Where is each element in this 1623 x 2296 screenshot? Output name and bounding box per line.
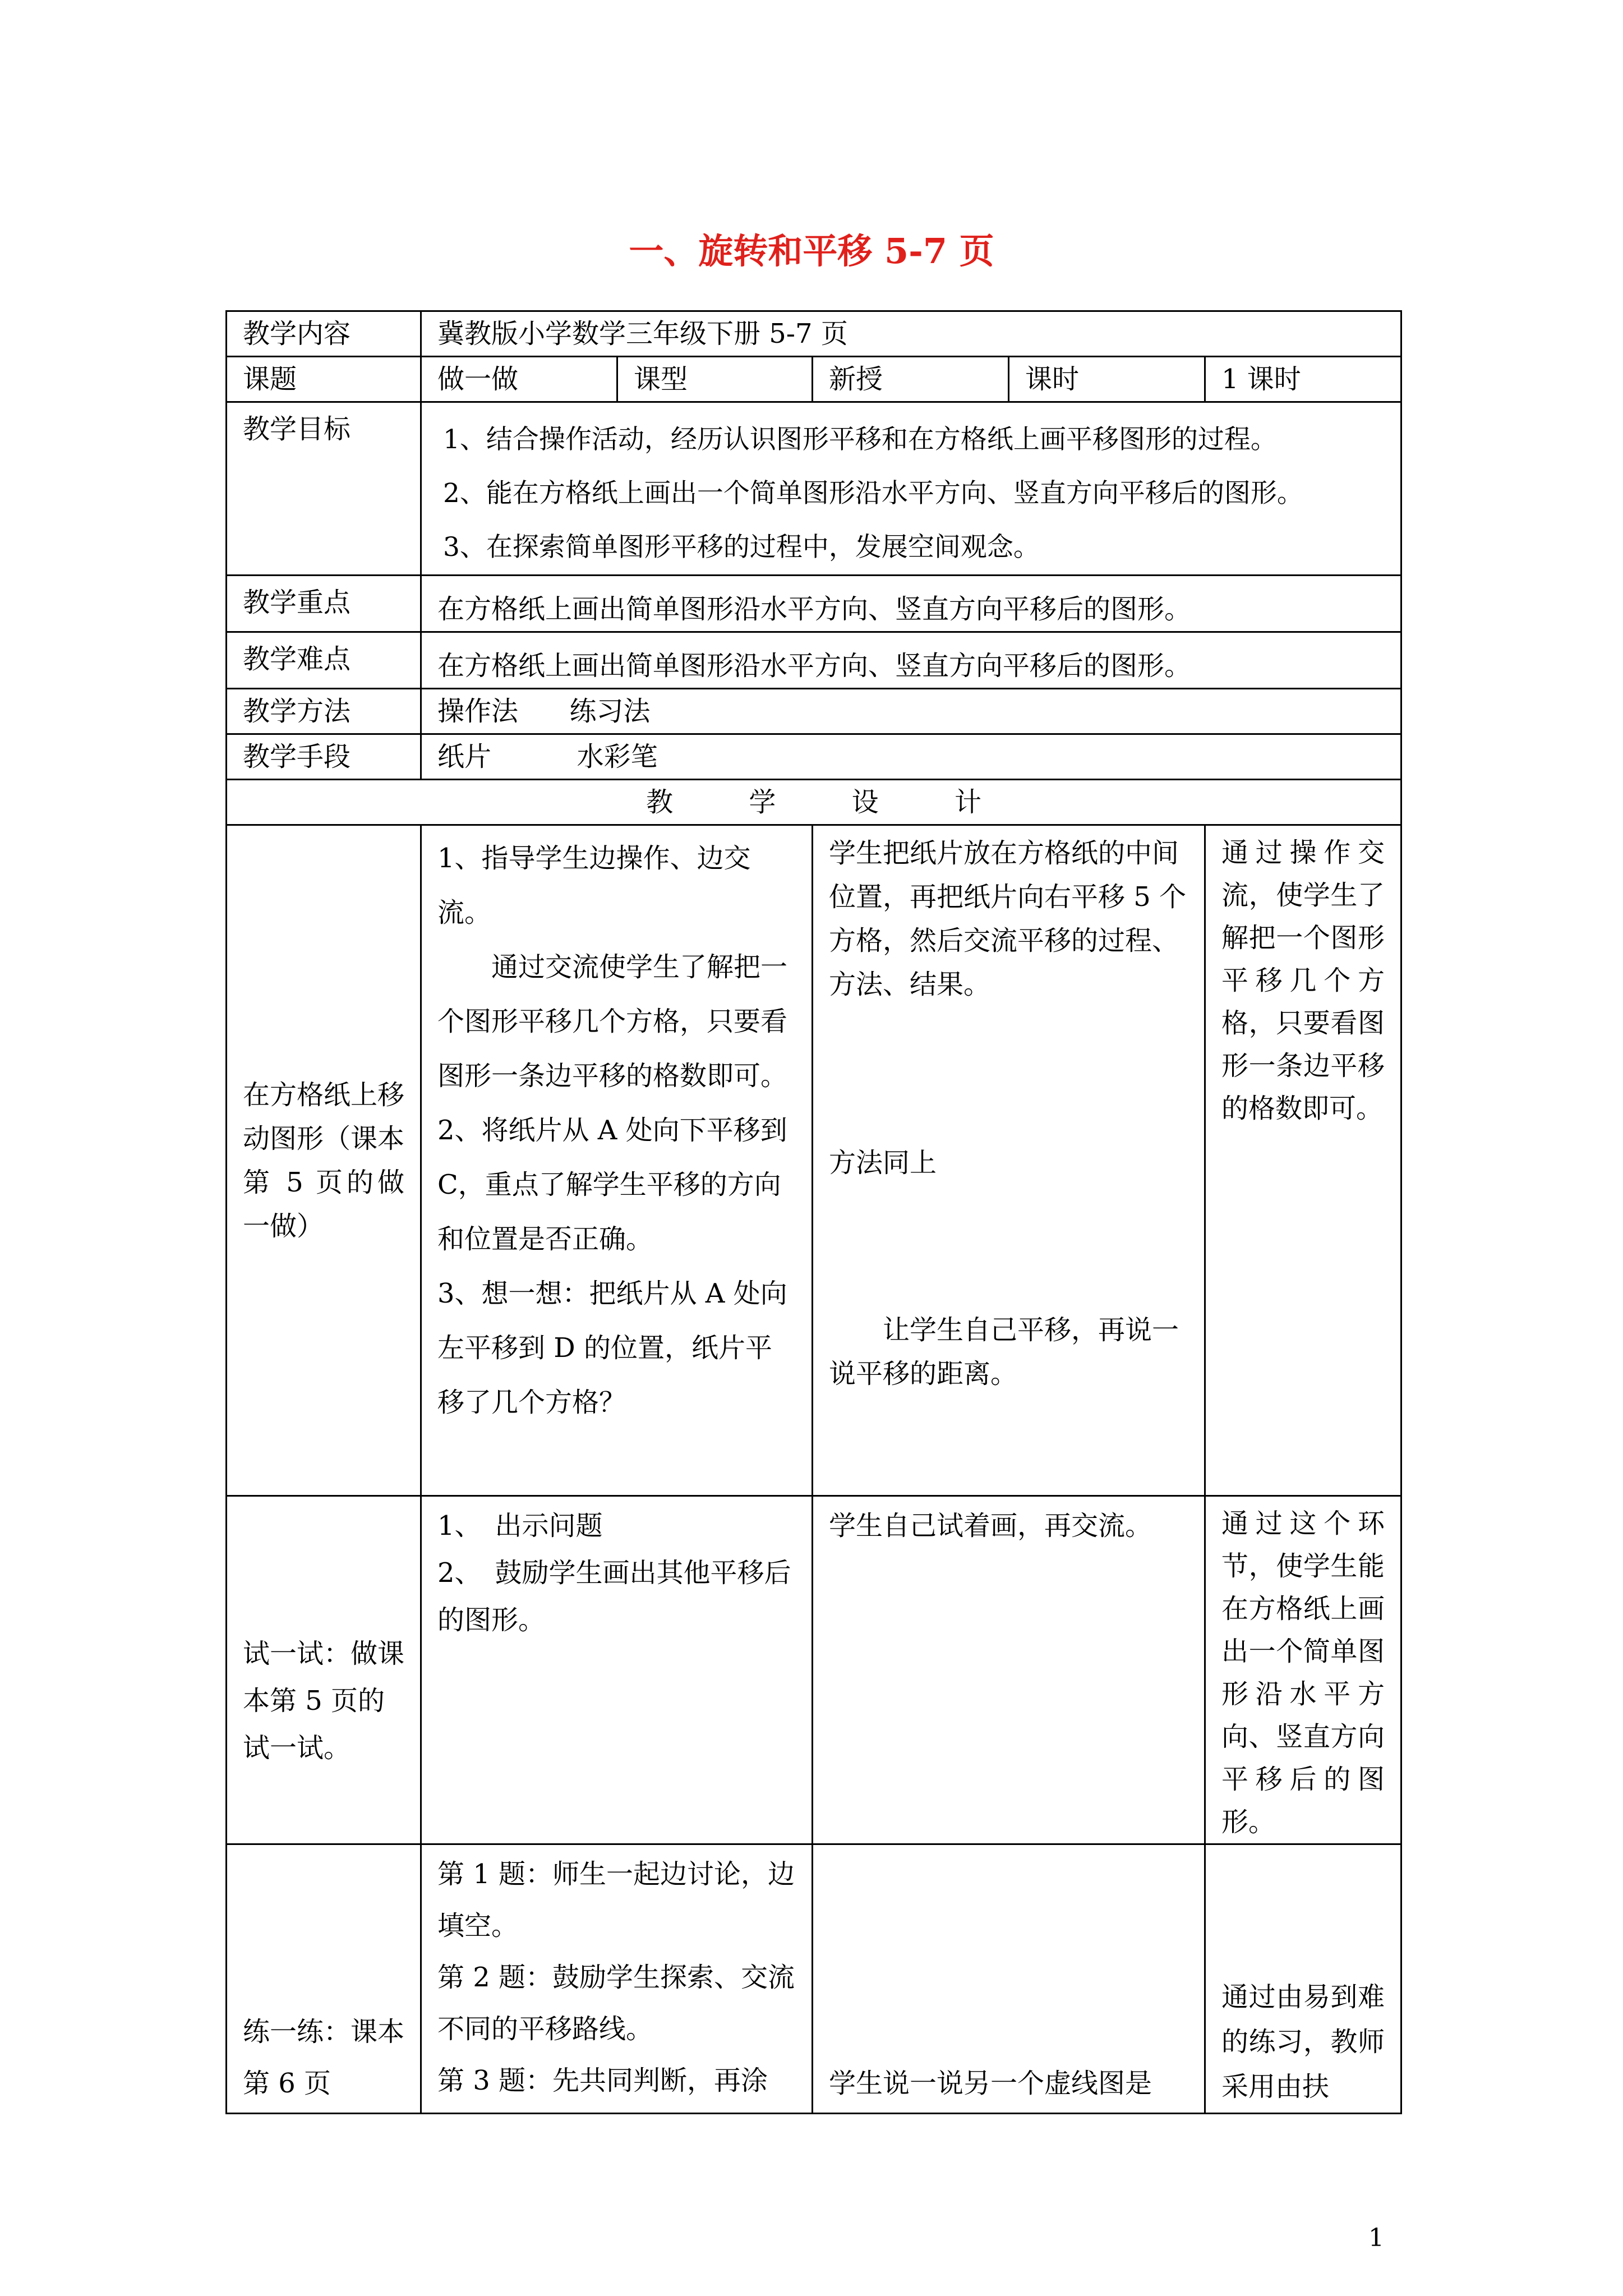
difficulty-label: 教学难点	[227, 632, 421, 689]
intent-cell: 通过操作交流，使学生了解把一个图形平移几个方格，只要看图形一条边平移的格数即可。	[1205, 825, 1401, 1496]
teacher-cell	[421, 825, 813, 1496]
stage-cell: 练一练：课本第 6 页	[227, 1844, 421, 2114]
teacher-cell	[421, 1496, 813, 1844]
row-means	[227, 734, 1401, 780]
teacher-step: 1、指导学生边操作、边交流。	[437, 843, 751, 928]
teacher-step: 第 3 题：先共同判断，再涂	[437, 2065, 768, 2096]
student-cell	[813, 1496, 1205, 1844]
hours-value: 1 课时	[1205, 357, 1401, 402]
teacher-step: 第 1 题：师生一起边讨论，边填空。	[437, 1858, 795, 1941]
teacher-step: 3、想一想：把纸片从 A 处向左平移到 D 的位置，纸片平移了几个方格？	[437, 1278, 787, 1418]
key-value: 在方格纸上画出简单图形沿水平方向、竖直方向平移后的图形。	[421, 576, 1401, 632]
row-key	[227, 576, 1401, 632]
intent-cell: 通过这个环节，使学生能在方格纸上画出一个简单图形沿水平方向、竖直方向平移后的图形。	[1205, 1496, 1401, 1844]
row-difficulty	[227, 632, 1401, 689]
teacher-step: 2、 鼓励学生画出其他平移后的图形。	[437, 1557, 791, 1636]
hours-label: 课时	[1009, 357, 1205, 402]
goal-item: 3、在探索简单图形平移的过程中，发展空间观念。	[443, 532, 1040, 563]
design-header-char: 计	[954, 786, 981, 818]
student-activity: 让学生自己平移，再说一说平移的距离。	[829, 1314, 1179, 1389]
topic-value: 做一做	[421, 357, 617, 402]
content-value: 冀教版小学数学三年级下册 5-7 页	[421, 311, 1401, 357]
page-number: 1	[1368, 2224, 1384, 2252]
type-label: 课型	[617, 357, 813, 402]
row-method	[227, 689, 1401, 734]
student-activity: 学生自己试着画，再交流。	[829, 1510, 1152, 1542]
teacher-step: 1、 出示问题	[437, 1510, 603, 1542]
student-activity: 学生把纸片放在方格纸的中间位置，再把纸片向右平移 5 个方格，然后交流平移的过程、方法、结果。	[829, 838, 1187, 1000]
row-topic	[227, 357, 1401, 402]
section-row	[227, 1496, 1401, 1844]
teacher-cell	[421, 1844, 813, 2114]
teacher-step: 2、将纸片从 A 处向下平移到 C，重点了解学生平移的方向和位置是否正确。	[437, 1115, 787, 1255]
topic-label: 课题	[227, 357, 421, 402]
student-activity: 学生说一说另一个虚线图是	[829, 2068, 1152, 2099]
means-label: 教学手段	[227, 734, 421, 780]
method-label: 教学方法	[227, 689, 421, 734]
student-cell	[813, 1844, 1205, 2114]
row-goals	[227, 402, 1401, 576]
method-value: 操作法 练习法	[421, 689, 1401, 734]
goal-item: 2、能在方格纸上画出一个简单图形沿水平方向、竖直方向平移后的图形。	[443, 478, 1303, 509]
key-label: 教学重点	[227, 576, 421, 632]
content-label: 教学内容	[227, 311, 421, 357]
student-cell	[813, 825, 1205, 1496]
difficulty-value: 在方格纸上画出简单图形沿水平方向、竖直方向平移后的图形。	[421, 632, 1401, 689]
stage-cell: 在方格纸上移动图形（课本第 5 页的做一做）	[227, 825, 421, 1496]
teacher-step: 第 2 题：鼓励学生探索、交流不同的平移路线。	[437, 1962, 795, 2045]
design-header	[227, 780, 1401, 825]
lesson-plan-table	[225, 310, 1402, 2114]
design-header-char: 设	[851, 786, 879, 818]
section-row	[227, 825, 1401, 1496]
goals-list	[421, 402, 1401, 576]
page-title: 一、旋转和平移 5-7 页	[629, 231, 994, 272]
design-header-char: 学	[749, 786, 776, 818]
teacher-step: 通过交流使学生了解把一个图形平移几个方格，只要看图形一条边平移的格数即可。	[437, 951, 788, 1092]
stage-cell: 试一试：做课本第 5 页的试一试。	[227, 1496, 421, 1844]
type-value: 新授	[813, 357, 1009, 402]
section-row	[227, 1844, 1401, 2114]
means-value: 纸片 水彩笔	[421, 734, 1401, 780]
design-header-char: 教	[646, 786, 674, 818]
student-activity: 方法同上	[829, 1147, 937, 1179]
row-design-header	[227, 780, 1401, 825]
goal-item: 1、结合操作活动，经历认识图形平移和在方格纸上画平移图形的过程。	[443, 424, 1277, 455]
goals-label: 教学目标	[227, 402, 421, 576]
row-content	[227, 311, 1401, 357]
intent-cell: 通过由易到难的练习，教师采用由扶	[1205, 1844, 1401, 2114]
